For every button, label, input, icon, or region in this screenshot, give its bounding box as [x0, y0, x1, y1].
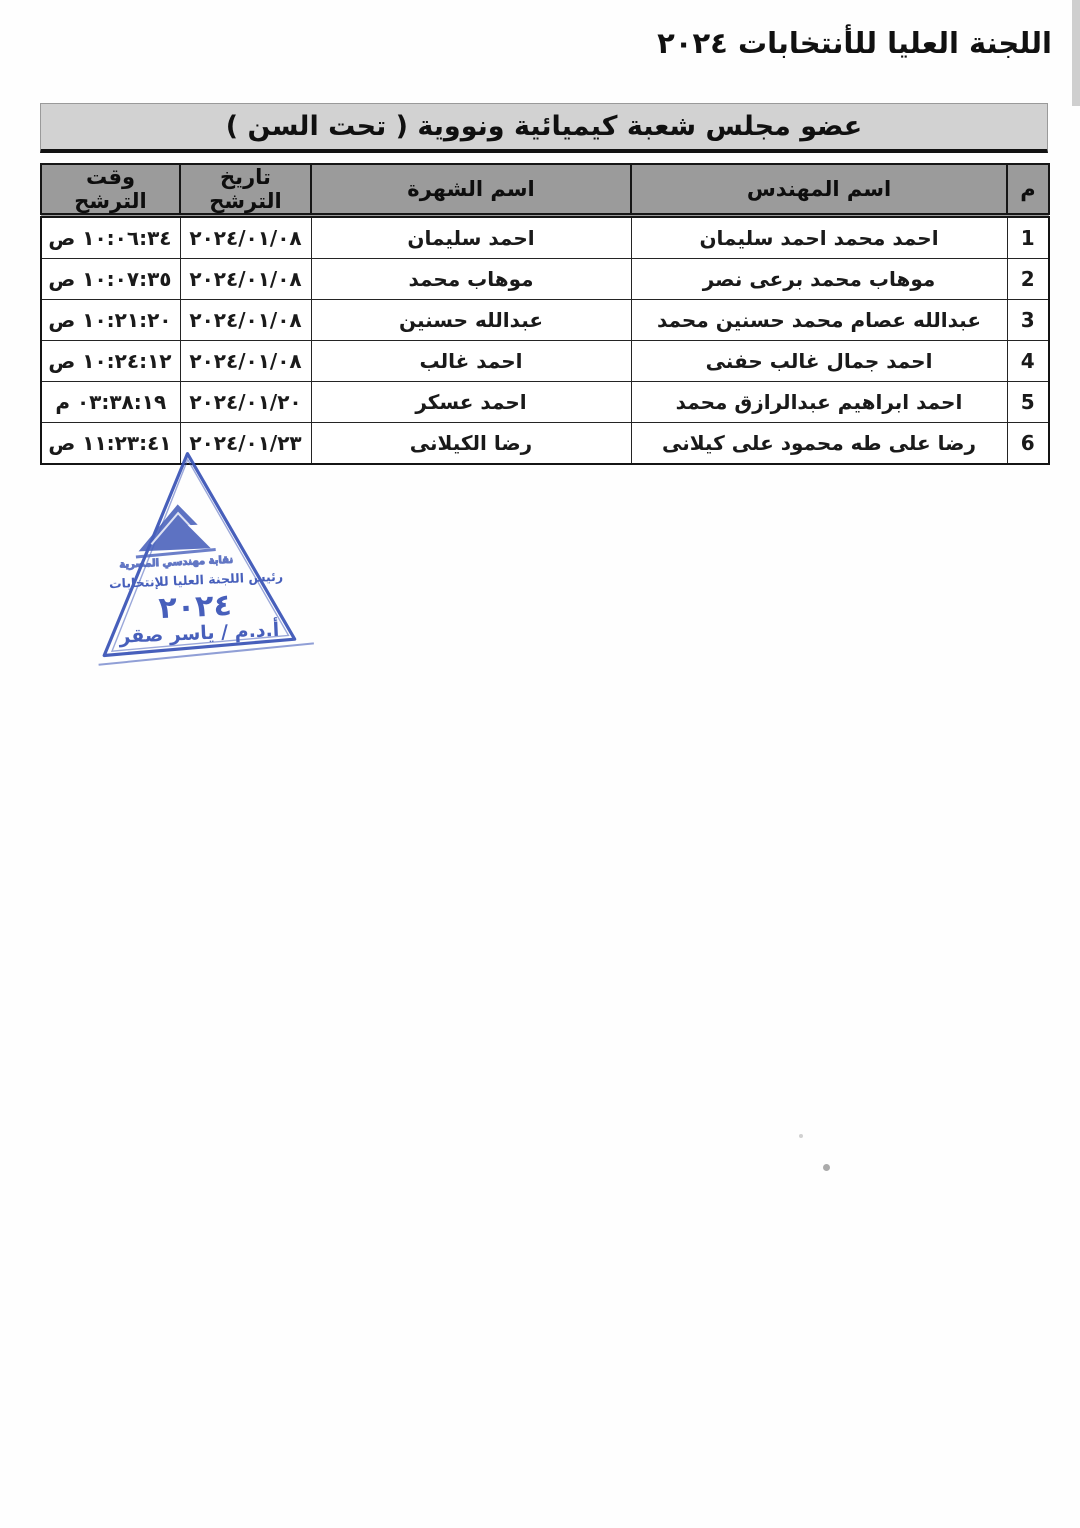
nomination-time: ١٠:٢٤:١٢ ص	[41, 341, 180, 382]
stamp-signature: أ.د.م / ياسر صقر	[118, 618, 280, 648]
stamp-title: رئيس اللجنة العليا للإنتخابات	[108, 568, 284, 592]
nomination-date: ٢٠٢٤/٠١/٠٨	[180, 300, 311, 341]
known-name: احمد سليمان	[311, 216, 631, 259]
stamp-year: ٢٠٢٤	[157, 587, 233, 627]
nomination-time: ١١:٢٣:٤١ ص	[41, 423, 180, 465]
scan-speck	[823, 1164, 830, 1171]
engineers-syndicate-logo-icon	[117, 503, 234, 571]
column-header-number: م	[1007, 164, 1049, 216]
known-name: احمد غالب	[311, 341, 631, 382]
row-number: 2	[1007, 259, 1049, 300]
column-header-nomination-date: تاريخ الترشح	[180, 164, 311, 216]
page-title: اللجنة العليا للأنتخابات ٢٠٢٤	[657, 26, 1052, 60]
nomination-date: ٢٠٢٤/٠١/٠٨	[180, 216, 311, 259]
nomination-date: ٢٠٢٤/٠١/٢٣	[180, 423, 311, 465]
row-number: 3	[1007, 300, 1049, 341]
document-title-bar	[40, 103, 1048, 153]
engineer-name: عبدالله عصام محمد حسنين محمد	[631, 300, 1007, 341]
document-title: عضو مجلس شعبة كيميائية ونووية ( تحت السن )	[225, 111, 863, 142]
scan-speck	[799, 1134, 803, 1138]
engineer-name: احمد ابراهيم عبدالرازق محمد	[631, 382, 1007, 423]
known-name: موهاب محمد	[311, 259, 631, 300]
engineer-name: احمد محمد احمد سليمان	[631, 216, 1007, 259]
candidates-table	[40, 163, 1050, 465]
row-number: 5	[1007, 382, 1049, 423]
table-row	[41, 259, 1049, 300]
known-name: احمد عسكر	[311, 382, 631, 423]
engineer-name: رضا على طه محمود على كيلانى	[631, 423, 1007, 465]
nomination-date: ٢٠٢٤/٠١/٠٨	[180, 259, 311, 300]
table-header-row	[41, 164, 1049, 216]
row-number: 4	[1007, 341, 1049, 382]
table-row	[41, 300, 1049, 341]
row-number: 1	[1007, 216, 1049, 259]
nomination-time: ١٠:٠٧:٣٥ ص	[41, 259, 180, 300]
nomination-date: ٢٠٢٤/٠١/٢٠	[180, 382, 311, 423]
column-header-nomination-time: وقت الترشح	[41, 164, 180, 216]
svg-text:نقابة مهندسي المصرية: نقابة مهندسي المصرية	[119, 554, 234, 571]
nomination-time: ١٠:٢١:٢٠ ص	[41, 300, 180, 341]
nomination-date: ٢٠٢٤/٠١/٠٨	[180, 341, 311, 382]
table-row	[41, 382, 1049, 423]
known-name: عبدالله حسنين	[311, 300, 631, 341]
engineer-name: موهاب محمد برعى نصر	[631, 259, 1007, 300]
table-row	[41, 341, 1049, 382]
column-header-engineer-name: اسم المهندس	[631, 164, 1007, 216]
nomination-time: ٠٣:٣٨:١٩ م	[41, 382, 180, 423]
row-number: 6	[1007, 423, 1049, 465]
nomination-time: ١٠:٠٦:٣٤ ص	[41, 216, 180, 259]
column-header-known-name: اسم الشهرة	[311, 164, 631, 216]
known-name: رضا الكيلانى	[311, 423, 631, 465]
engineer-name: احمد جمال غالب حفنى	[631, 341, 1007, 382]
table-row	[41, 216, 1049, 259]
scan-edge-artifact	[1072, 0, 1080, 106]
official-stamp	[87, 441, 322, 673]
